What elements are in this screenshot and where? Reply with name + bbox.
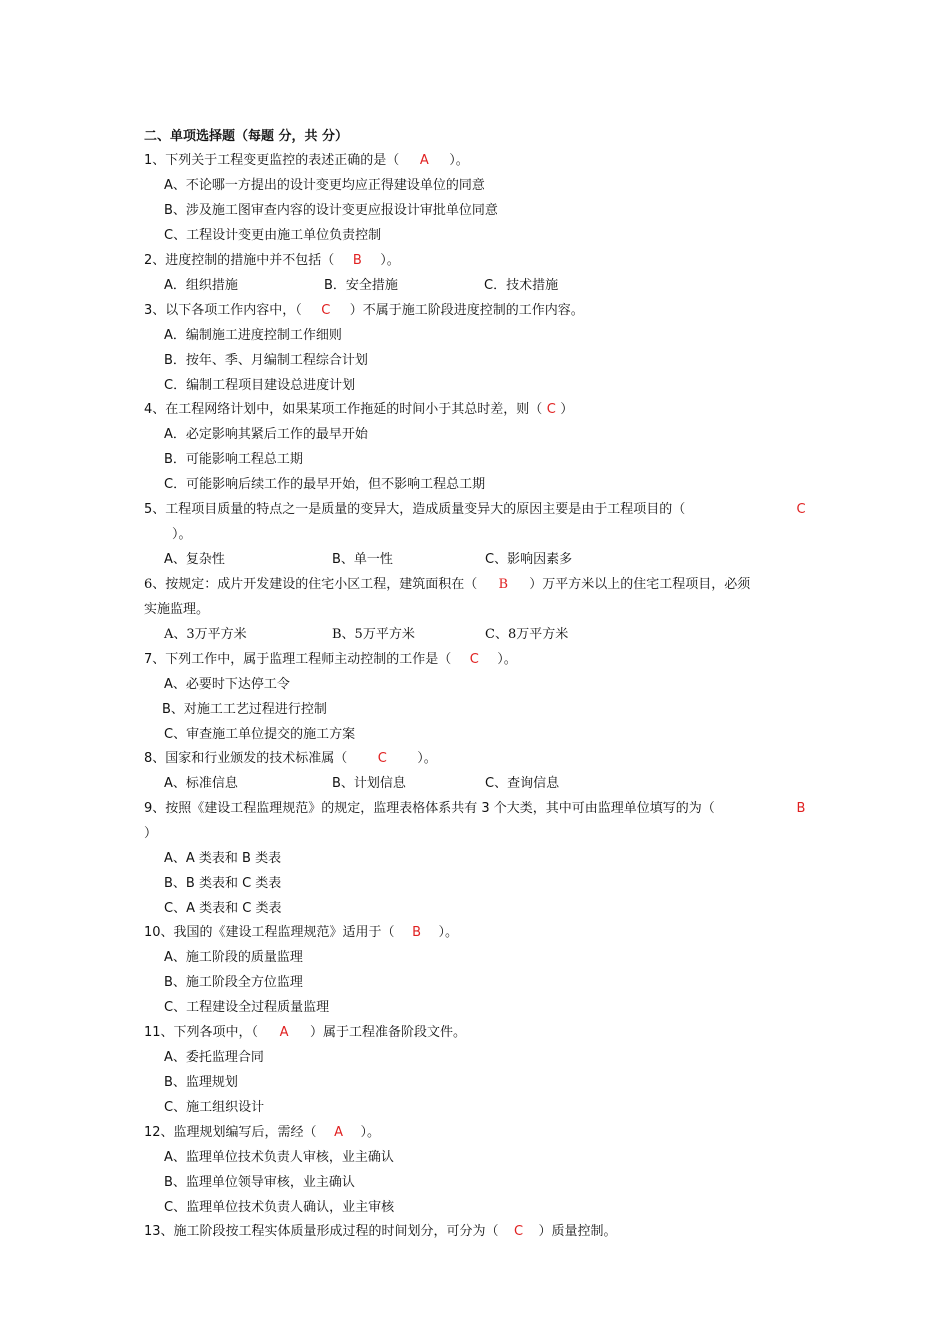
question-11 (144, 1024, 466, 1042)
question-text-tail: ）。 (438, 925, 459, 940)
question-text: 5、工程项目质量的特点之一是质量的变异大，造成质量变异大的原因主要是由于工程项目的（ (144, 502, 686, 517)
question-5 (144, 501, 685, 519)
q12-option-c: C、监理单位技术负责人确认，业主审核 (164, 1200, 395, 1215)
question-text: 10、我国的《建设工程监理规范》适用于（ (144, 925, 395, 940)
question-2 (144, 252, 400, 270)
question-text-tail: ）。 (449, 153, 469, 168)
question-text-tail: ）。 (497, 652, 517, 667)
option-b: B、计划信息 (332, 776, 406, 791)
q2-options (164, 277, 558, 295)
question-text: 11、下列各项中，（ (144, 1025, 259, 1040)
question-7 (144, 651, 517, 669)
q9-option-c: C、A 类表和 C 类表 (164, 901, 282, 916)
question-text: 4、在工程网络计划中，如果某项工作拖延的时间小于其总时差，则（ (144, 402, 543, 417)
answer: A (419, 153, 429, 168)
question-text: 8、国家和行业颁发的技术标准属（ (144, 751, 348, 766)
q5-answer: C (796, 502, 806, 517)
question-text-tail: ）。 (417, 751, 437, 766)
option-a: A、复杂性 (164, 552, 225, 567)
question-10 (144, 924, 458, 942)
question-3 (144, 302, 584, 320)
q9-option-b: B、B 类表和 C 类表 (164, 876, 282, 891)
question-text-tail: ）万平方米以上的住宅工程项目，必须 (529, 577, 751, 592)
q4-option-b: B．可能影响工程总工期 (164, 452, 303, 467)
option-a: A、3万平方米 (164, 627, 247, 642)
answer: C (514, 1224, 524, 1239)
question-text: 6、按规定：成片开发建设的住宅小区工程，建筑面积在（ (144, 577, 478, 592)
q3-option-a: A．编制施工进度控制工作细则 (164, 328, 342, 343)
q11-option-b: B、监理规划 (164, 1075, 238, 1090)
question-text: 7、下列工作中，属于监理工程师主动控制的工作是（ (144, 652, 452, 667)
question-8 (144, 750, 437, 768)
q10-option-b: B、施工阶段全方位监理 (164, 975, 303, 990)
answer: A (279, 1025, 289, 1040)
question-text: 12、监理规划编写后，需经（ (144, 1125, 317, 1140)
q10-option-c: C、工程建设全过程质量监理 (164, 1000, 330, 1015)
question-12 (144, 1124, 380, 1142)
option-c: C．技术措施 (484, 278, 559, 293)
answer: C (321, 303, 331, 318)
q4-option-c: C．可能影响后续工作的最早开始，但不影响工程总工期 (164, 477, 486, 492)
answer: C (377, 751, 387, 766)
question-1 (144, 152, 469, 170)
question-text: 1、下列关于工程变更监控的表述正确的是（ (144, 153, 400, 168)
answer: C (469, 652, 479, 667)
q12-option-a: A、监理单位技术负责人审核，业主确认 (164, 1150, 394, 1165)
option-a: A．组织措施 (164, 278, 238, 293)
question-text-tail: ）不属于施工阶段进度控制的工作内容。 (349, 303, 584, 318)
option-c: C、影响因素多 (485, 552, 573, 567)
answer: B (352, 253, 362, 268)
q11-option-a: A、委托监理合同 (164, 1050, 264, 1065)
question-text: 3、以下各项工作内容中，（ (144, 303, 302, 318)
q1-option-a: A、不论哪一方提出的设计变更均应正得建设单位的同意 (164, 178, 485, 193)
q3-option-c: C．编制工程项目建设总进度计划 (164, 378, 356, 393)
question-text-tail: ）质量控制。 (538, 1224, 617, 1239)
option-a: A、标准信息 (164, 776, 238, 791)
section-heading: 二、单项选择题（每题 分，共 分） (144, 129, 349, 144)
q9-answer: B (796, 801, 806, 816)
q11-option-c: C、施工组织设计 (164, 1100, 265, 1115)
option-b: B、单一性 (332, 552, 393, 567)
q9-text-continuation: ） (144, 826, 158, 841)
question-text-tail: ） (560, 402, 574, 417)
option-c: C、查询信息 (485, 776, 560, 791)
question-9 (144, 800, 715, 818)
q8-options (164, 775, 559, 793)
question-text: 13、施工阶段按工程实体质量形成过程的时间划分，可分为（ (144, 1224, 499, 1239)
question-4 (144, 401, 573, 419)
question-13 (144, 1223, 617, 1241)
q1-option-c: C、工程设计变更由施工单位负责控制 (164, 228, 382, 243)
q6-text-continuation: 实施监理。 (144, 602, 210, 617)
answer: B (412, 925, 421, 940)
option-c: C、8万平方米 (485, 627, 569, 642)
q7-option-b: B、对施工工艺过程进行控制 (162, 702, 327, 717)
q7-option-c: C、审查施工单位提交的施工方案 (164, 727, 356, 742)
answer: B (498, 577, 509, 592)
q5-options (164, 551, 572, 569)
q4-option-a: A．必定影响其紧后工作的最早开始 (164, 427, 368, 442)
answer: C (546, 402, 556, 417)
q5-text-continuation: ）。 (172, 527, 192, 542)
q3-option-b: B．按年、季、月编制工程综合计划 (164, 353, 368, 368)
q9-option-a: A、A 类表和 B 类表 (164, 851, 282, 866)
question-6 (144, 576, 750, 594)
question-text: 9、按照《建设工程监理规范》的规定，监理表格体系共有 3 个大类，其中可由监理单位填写的为（ (144, 801, 715, 816)
question-text: 2、进度控制的措施中并不包括（ (144, 253, 335, 268)
q12-option-b: B、监理单位领导审核，业主确认 (164, 1175, 355, 1190)
option-b: B．安全措施 (324, 278, 398, 293)
q10-option-a: A、施工阶段的质量监理 (164, 950, 303, 965)
option-b: B、5万平方米 (332, 627, 415, 642)
answer: A (334, 1125, 343, 1140)
q7-option-a: A、必要时下达停工令 (164, 677, 290, 692)
q1-option-b: B、涉及施工图审查内容的设计变更应报设计审批单位同意 (164, 203, 498, 218)
question-text-tail: ）。 (360, 1125, 381, 1140)
question-text-tail: ）属于工程准备阶段文件。 (310, 1025, 467, 1040)
q6-options (164, 626, 568, 644)
question-text-tail: ）。 (380, 253, 400, 268)
